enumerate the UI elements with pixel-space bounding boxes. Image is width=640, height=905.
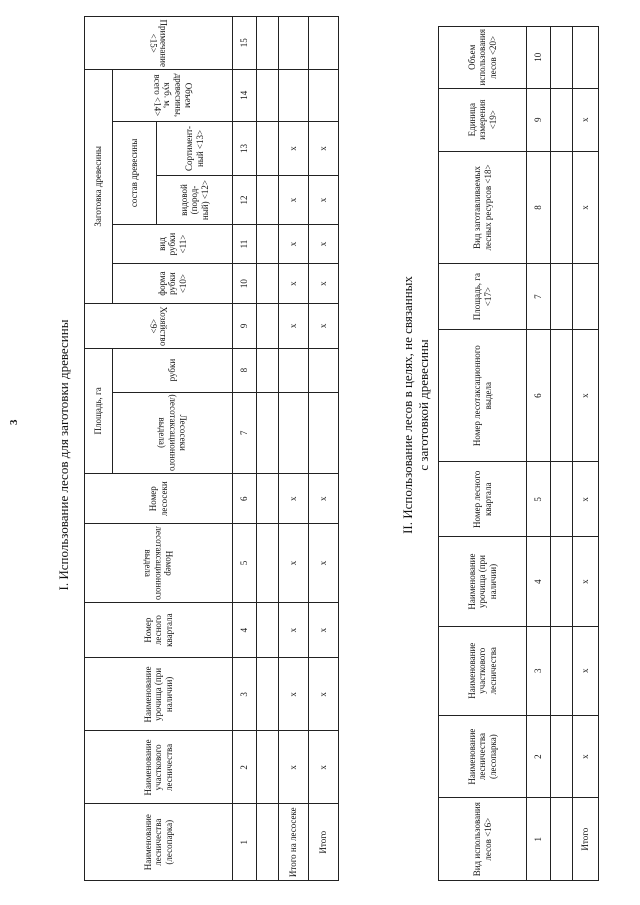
- cell: [257, 17, 279, 70]
- cell: [257, 121, 279, 175]
- cell: х: [573, 88, 599, 151]
- cell: [309, 348, 339, 392]
- row-total: [309, 17, 339, 881]
- cell: [551, 27, 573, 89]
- num-cell: 10: [233, 264, 257, 304]
- section2-total-row: [573, 27, 599, 881]
- col-composition: состав древесины: [113, 121, 157, 224]
- cell: х: [309, 474, 339, 524]
- cell: [551, 715, 573, 798]
- cell: [279, 17, 309, 70]
- col2-tract: Наименование урочища (при наличии): [439, 537, 527, 626]
- num-cell: 6: [527, 330, 551, 462]
- cell: х: [279, 264, 309, 304]
- cell: [257, 474, 279, 524]
- num-cell: 4: [527, 537, 551, 626]
- num-cell: 2: [527, 715, 551, 798]
- cell: х: [279, 224, 309, 263]
- cell: х: [573, 537, 599, 626]
- row-label: Итого: [309, 804, 339, 881]
- cell: [309, 17, 339, 70]
- col2-unit: Единица измерения <19>: [439, 88, 527, 151]
- cell: х: [309, 121, 339, 175]
- cell: [551, 88, 573, 151]
- cell: х: [279, 731, 309, 804]
- cell: [257, 658, 279, 731]
- cell: [257, 264, 279, 304]
- num-cell: 3: [233, 658, 257, 731]
- cell: [279, 69, 309, 121]
- num-cell: 10: [527, 27, 551, 89]
- cell: [551, 330, 573, 462]
- col-harvest: Заготовка древесины: [85, 69, 113, 304]
- num-cell: 11: [233, 224, 257, 263]
- cell: х: [309, 264, 339, 304]
- cell: х: [279, 474, 309, 524]
- col-area: Площадь, га: [85, 348, 113, 474]
- col2-forestry: Наименование лесничества (лесопарка): [439, 715, 527, 798]
- col-form: форма рубки <10>: [113, 264, 233, 304]
- num-cell: 1: [527, 798, 551, 881]
- cell: [279, 392, 309, 474]
- col-district: Наименование участкового лесничества: [85, 731, 233, 804]
- cell: [551, 537, 573, 626]
- num-cell: 3: [527, 626, 551, 715]
- cell: [551, 798, 573, 881]
- cell: [257, 602, 279, 658]
- cell: [309, 392, 339, 474]
- num-cell: 5: [233, 524, 257, 603]
- col-quarter: Номер лесного квартала: [85, 602, 233, 658]
- page-number: 3: [8, 419, 20, 425]
- section2-title: [400, 125, 433, 685]
- cell: х: [309, 224, 339, 263]
- cell: х: [573, 715, 599, 798]
- cell: [257, 348, 279, 392]
- cell: [257, 731, 279, 804]
- section1-table: [84, 16, 339, 881]
- cell: х: [279, 176, 309, 225]
- num-cell: 14: [233, 69, 257, 121]
- cell: [551, 626, 573, 715]
- num-cell: 8: [233, 348, 257, 392]
- col-species: видовой (пород-ный) <12>: [157, 176, 233, 225]
- cell: [257, 392, 279, 474]
- cell: [573, 27, 599, 89]
- cell: х: [279, 304, 309, 349]
- cell: х: [309, 731, 339, 804]
- num-cell: 7: [233, 392, 257, 474]
- col2-resources: Вид заготавливаемых лесных ресурсов <18>: [439, 151, 527, 263]
- cell: х: [309, 304, 339, 349]
- cell: [551, 462, 573, 537]
- num-cell: 9: [233, 304, 257, 349]
- row-label: Итого: [573, 798, 599, 881]
- num-cell: 13: [233, 121, 257, 175]
- section2-data-row: [551, 27, 573, 881]
- cell: х: [279, 524, 309, 603]
- num-cell: 12: [233, 176, 257, 225]
- cell: [257, 804, 279, 881]
- num-cell: 5: [527, 462, 551, 537]
- cell: х: [279, 121, 309, 175]
- col-kind: вид рубки <11>: [113, 224, 233, 263]
- col-volume: Объем древесины, куб. м, всего <14>: [113, 69, 233, 121]
- row-lesoseka-total: [279, 17, 309, 881]
- cell: [257, 524, 279, 603]
- col2-volume: Объем использования лесов <20>: [439, 27, 527, 89]
- col-economy: Хозяйство <9>: [85, 304, 233, 349]
- section2-number-row: [527, 27, 551, 881]
- num-cell: 4: [233, 602, 257, 658]
- cell: [257, 69, 279, 121]
- col-area-rubki: рубки: [113, 348, 233, 392]
- num-cell: 8: [527, 151, 551, 263]
- cell: х: [573, 151, 599, 263]
- cell: [309, 69, 339, 121]
- section2-title-line1: II. Использование лесов в целях, не связанных: [400, 276, 415, 534]
- section2-title-line2: с заготовкой древесины: [416, 339, 432, 471]
- col-tract: Наименование урочища (при наличии): [85, 658, 233, 731]
- col2-area: Площадь, га <17>: [439, 264, 527, 330]
- cell: [551, 151, 573, 263]
- section2-table: [438, 26, 599, 881]
- cell: [257, 304, 279, 349]
- col-forestry: Наименование лесничества (лесопарка): [85, 804, 233, 881]
- cell: х: [573, 626, 599, 715]
- cell: х: [309, 524, 339, 603]
- cell: х: [309, 602, 339, 658]
- cell: [279, 348, 309, 392]
- cell: х: [573, 462, 599, 537]
- col-lesoseka: Номер лесосеки: [85, 474, 233, 524]
- col-note: Примечание <15>: [85, 17, 233, 70]
- num-cell: 6: [233, 474, 257, 524]
- section1-number-row: [233, 17, 257, 881]
- cell: [257, 176, 279, 225]
- section1-data-row: [257, 17, 279, 881]
- num-cell: 9: [527, 88, 551, 151]
- cell: х: [279, 658, 309, 731]
- num-cell: 7: [527, 264, 551, 330]
- cell: х: [279, 602, 309, 658]
- num-cell: 1: [233, 804, 257, 881]
- col-assortment: Сортимент-ный <13>: [157, 121, 233, 175]
- col-vydel: Номер лесотаксационного выдела: [85, 524, 233, 603]
- num-cell: 15: [233, 17, 257, 70]
- cell: х: [309, 176, 339, 225]
- cell: [257, 224, 279, 263]
- section1-title: I. Использование лесов для заготовки древесины: [56, 319, 71, 591]
- cell: [551, 264, 573, 330]
- col2-vydel: Номер лесотаксационного выдела: [439, 330, 527, 462]
- col2-quarter: Номер лесного квартала: [439, 462, 527, 537]
- num-cell: 2: [233, 731, 257, 804]
- col2-district: Наименование участкового лесничества: [439, 626, 527, 715]
- cell: [573, 264, 599, 330]
- col2-use-type: Вид использования лесов <16>: [439, 798, 527, 881]
- cell: х: [309, 658, 339, 731]
- cell: х: [573, 330, 599, 462]
- row-label: Итого на лесосеке: [279, 804, 309, 881]
- col-area-lesoseki: Лесосеки (лесотаксационного выдела): [113, 392, 233, 474]
